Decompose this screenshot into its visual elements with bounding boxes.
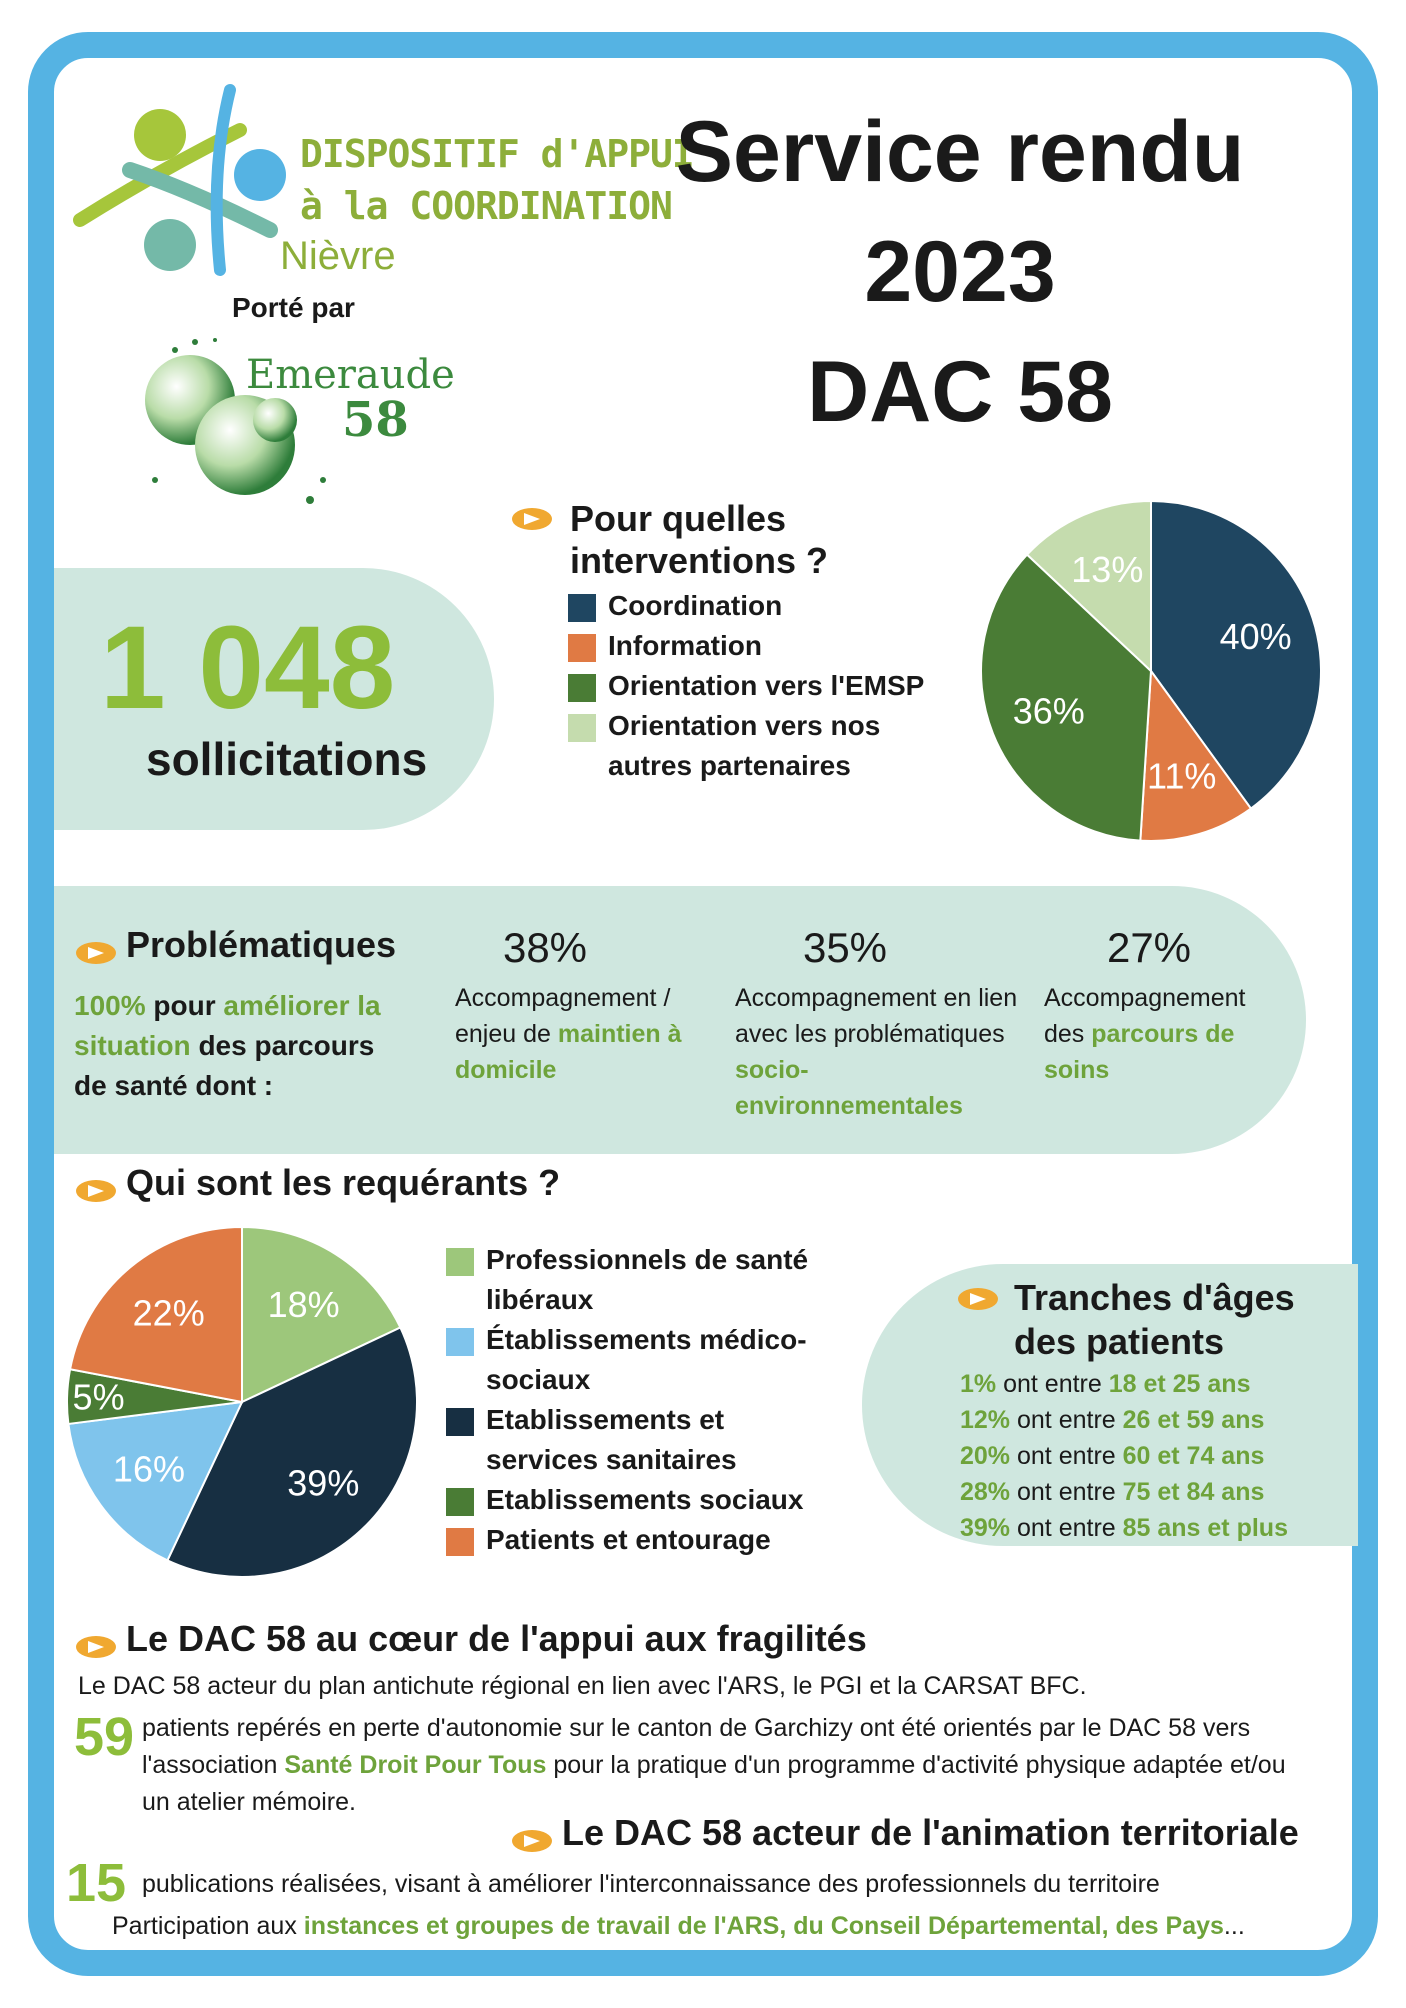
legend-swatch xyxy=(568,634,596,662)
problematique-item: 38% Accompagnement / enjeu de maintien à domicile xyxy=(455,924,682,1084)
emeraude-number: 58 xyxy=(342,392,409,448)
legend-swatch xyxy=(568,594,596,622)
interventions-pie-chart xyxy=(976,496,1326,846)
solicitations-number: 1 048 xyxy=(100,602,396,734)
legend-item-emsp: Orientation vers l'EMSP xyxy=(568,666,924,706)
legend-item-sociaux: Etablissements sociaux xyxy=(446,1480,808,1520)
pie-data-label: 39% xyxy=(287,1462,360,1504)
legend-swatch xyxy=(446,1488,474,1516)
interventions-legend xyxy=(568,586,924,786)
requerants-heading: Qui sont les requérants ? xyxy=(74,1162,560,1204)
interventions-heading-line1: Pour quelles xyxy=(570,498,787,539)
requerants-pie-chart xyxy=(62,1222,422,1582)
ages-heading-line2: des patients xyxy=(1014,1321,1225,1362)
arrow-bullet-icon xyxy=(510,506,554,532)
legend-swatch xyxy=(568,674,596,702)
logo-nievre: Nièvre xyxy=(280,234,396,278)
age-row: 28% ont entre 75 et 84 ans xyxy=(960,1478,1265,1506)
animation-text: publications réalisées, visant à améliorer l'interconnaissance des professionnels du territoire xyxy=(142,1870,1160,1898)
dac-logo-icon xyxy=(70,80,300,280)
page-title xyxy=(630,92,1290,452)
legend-swatch xyxy=(446,1408,474,1436)
legend-item-patients: Patients et entourage xyxy=(446,1520,808,1560)
logo-line2: à la COORDINATION xyxy=(300,184,672,228)
title-line2: 2023 xyxy=(864,224,1056,320)
pie-data-label: 36% xyxy=(1012,690,1085,732)
problematique-pct: 38% xyxy=(502,924,588,971)
age-row: 1% ont entre 18 et 25 ans xyxy=(960,1370,1251,1398)
problematique-pct: 35% xyxy=(802,924,888,971)
arrow-bullet-icon xyxy=(956,1286,1000,1312)
pie-data-label: 11% xyxy=(1146,755,1217,797)
arrow-bullet-icon xyxy=(510,1828,554,1854)
animation-number: 15 xyxy=(66,1853,127,1913)
age-row: 20% ont entre 60 et 74 ans xyxy=(960,1442,1265,1470)
fragilites-number: 59 xyxy=(74,1707,135,1767)
fragilites-heading: Le DAC 58 au cœur de l'appui aux fragilités xyxy=(74,1618,867,1660)
ages-list xyxy=(960,1366,1288,1546)
title-line1: Service rendu xyxy=(675,104,1245,200)
legend-item-information: Information xyxy=(568,626,924,666)
pie-data-label: 18% xyxy=(267,1283,340,1325)
legend-swatch xyxy=(446,1528,474,1556)
legend-item-liberaux: Professionnels de santé xyxy=(446,1240,808,1280)
interventions-heading-line2: interventions ? xyxy=(570,540,829,581)
legend-item-partenaires: Orientation vers nos xyxy=(568,706,924,746)
carried-by: Porté par xyxy=(232,292,355,323)
pie-data-label: 13% xyxy=(1071,549,1144,591)
pie-data-label: 22% xyxy=(132,1292,205,1334)
age-row: 39% ont entre 85 ans et plus xyxy=(960,1514,1288,1542)
legend-item-sanitaires: Etablissements et xyxy=(446,1400,808,1440)
age-row: 12% ont entre 26 et 59 ans xyxy=(960,1406,1265,1434)
legend-item-partenaires-line2: autres partenaires xyxy=(608,750,851,781)
fragilites-text: patients repérés en perte d'autonomie sur le canton de Garchizy ont été orientés par le DAC 58 vers l'association Santé Droit Pour Tous pour la pratique d'un programme d'activité physique adaptée et/ou un atelier mémoire. xyxy=(142,1714,1286,1816)
problematiques-intro: 100% pour améliorer la situation des parcours de santé dont : xyxy=(74,990,381,1101)
problematique-pct: 27% xyxy=(1106,924,1192,971)
animation-participation: Participation aux instances et groupes de travail de l'ARS, du Conseil Départemental, des Pays... xyxy=(112,1912,1245,1940)
problematique-item: 27% Accompagnement des parcours de soins xyxy=(1044,924,1284,1088)
solicitations-label: sollicitations xyxy=(146,733,428,785)
arrow-bullet-icon xyxy=(74,940,118,966)
legend-swatch xyxy=(568,714,596,742)
interventions-heading xyxy=(510,498,828,582)
logo-line1: DISPOSITIF d'APPUI xyxy=(300,132,694,176)
title-line3: DAC 58 xyxy=(807,344,1113,440)
emeraude-name: Emeraude xyxy=(246,352,455,398)
problematique-item: 35% Accompagnement en lien avec les problématiques socio-environnementales xyxy=(735,924,1018,1120)
ages-heading xyxy=(956,1276,1295,1364)
fragilites-line1: Le DAC 58 acteur du plan antichute régional en lien avec l'ARS, le PGI et la CARSAT BFC. xyxy=(78,1672,1087,1700)
arrow-bullet-icon xyxy=(74,1178,118,1204)
legend-swatch xyxy=(446,1248,474,1276)
legend-item-medico-sociaux: Établissements médico- xyxy=(446,1320,808,1360)
requerants-legend: Professionnels de santé libéraux Établissements médico- sociaux Etablissements et services sanitaires Etablissements sociaux Patients et entourage xyxy=(446,1240,808,1560)
pie-data-label: 5% xyxy=(72,1376,125,1418)
legend-swatch xyxy=(446,1328,474,1356)
animation-heading: Le DAC 58 acteur de l'animation territoriale xyxy=(510,1812,1299,1854)
pie-data-label: 40% xyxy=(1219,616,1292,658)
ages-heading-line1: Tranches d'âges xyxy=(1014,1277,1295,1318)
pie-data-label: 16% xyxy=(112,1448,185,1490)
problematiques-heading: Problématiques xyxy=(74,924,396,966)
arrow-bullet-icon xyxy=(74,1634,118,1660)
legend-item-coordination: Coordination xyxy=(568,586,924,626)
